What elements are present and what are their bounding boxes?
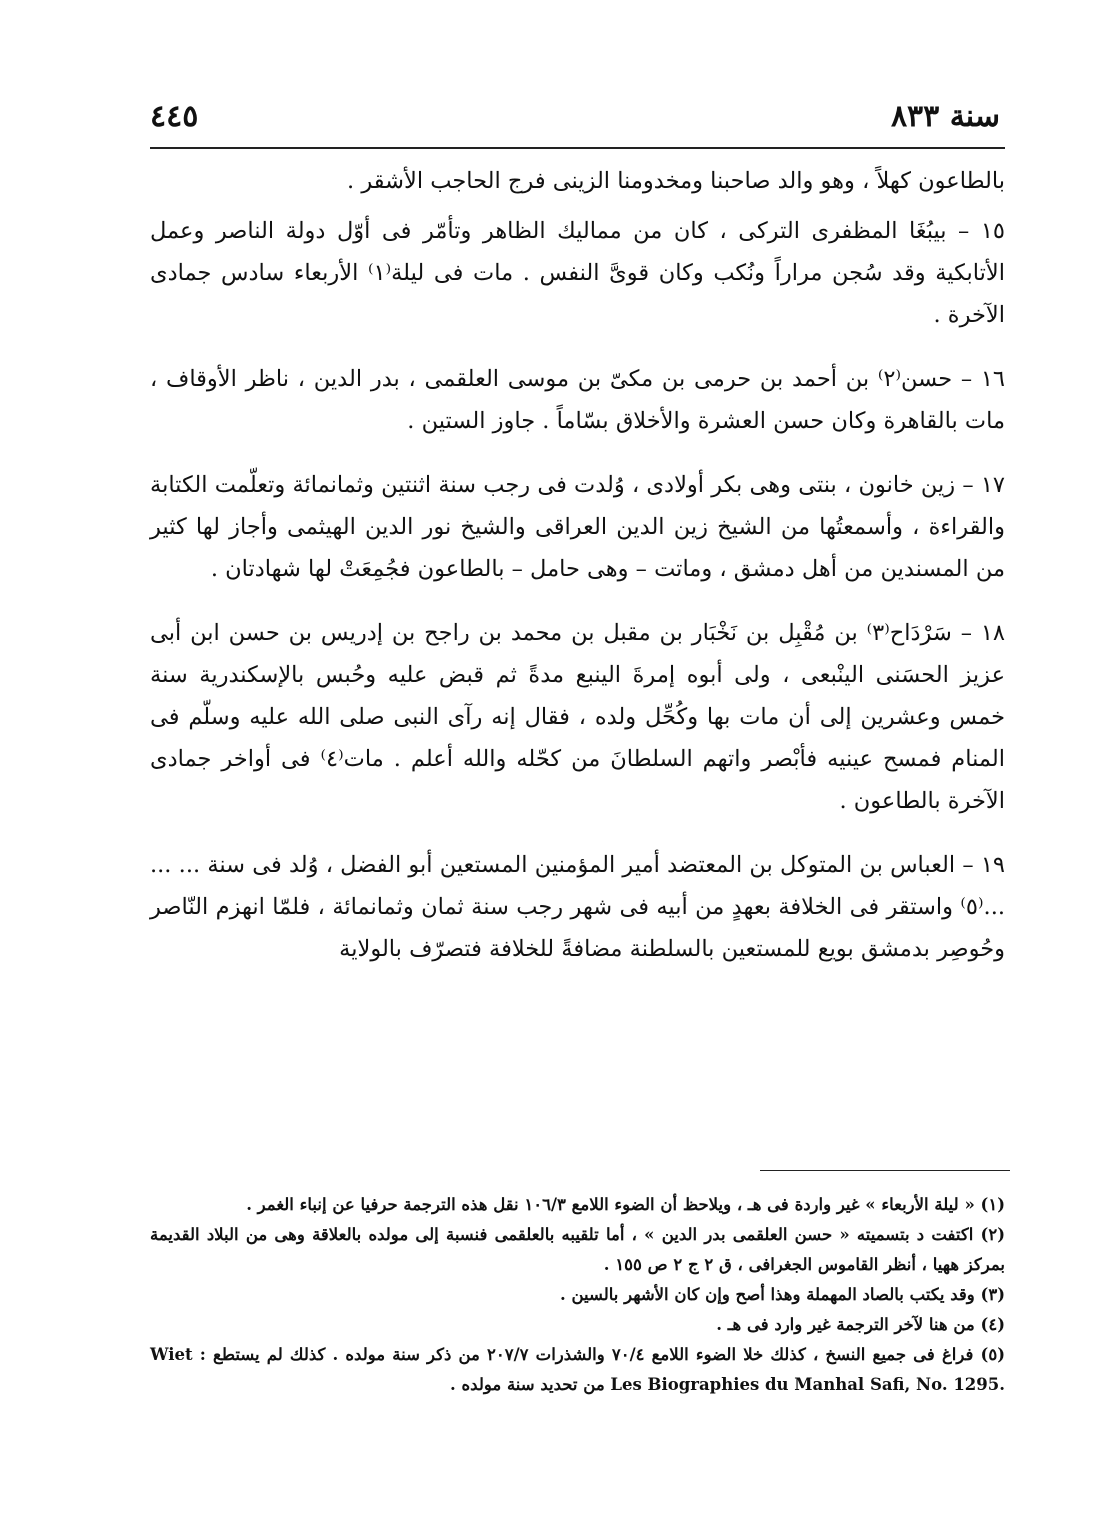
entry-16: ١٦ – حسن⁽٢⁾ بن أحمد بن حرمى بن مكىّ بن موسى العلقمى ، بدر الدين ، ناظر الأوقاف ، مات بالقاهرة وكان حسن العشرة والأخلاق بسّاماً . جاوز الستين .	[150, 366, 1005, 434]
entry-19: ١٩ – العباس بن المتوكل بن المعتضد أمير المؤمنين المستعين أبو الفضل ، وُلد فى سنة ... ... ...⁽٥⁾ واستقر فى الخلافة بعهدٍ من أبيه فى شهر رجب سنة ثمان وثمانمائة ، فلمّا انهزم النّاصر وحُوصِر بدمشق بويع للمستعين بالسلطنة مضافةً للخلافة فتصرّف بالولاية	[150, 852, 1005, 962]
entry-18: ١٨ – سَرْدَاح⁽٣⁾ بن مُقْبِل بن نَخْبَار بن مقبل بن محمد بن راجح بن إدريس بن حسن ابن أبى عزيز الحسَنى الينْبعى ، ولى أبوه إمرةَ الينبع مدةً ثم قبض عليه وحُبس بالإسكندرية سنة خمس وعشرين إلى أن مات بها وكُحِّل ولده ، فقال إنه رآى النبى صلى الله عليه وسلّم فى المنام فمسح عينيه فأبْصر واتهم السلطانَ من كحّله والله أعلم . مات⁽٤⁾ فى أواخر جمادى الآخرة بالطاعون .	[150, 620, 1005, 814]
footnote-5-text: (٥) فراغ فى جميع النسخ ، كذلك خلا الضوء اللامع ٧٠/٤ والشذرات ٢٠٧/٧ من ذكر سنة مولده . كذلك لم يستطع	[213, 1345, 1006, 1364]
footnote-5	[150, 1340, 1005, 1400]
footnote-rule	[760, 1170, 1010, 1171]
entry-15: ١٥ – بيبُغَا المظفرى التركى ، كان من مماليك الظاهر وتأمّر فى أوّل دولة الناصر وعمل الأتابكية وقد سُجن مراراً ونُكب وكان قوىَّ النفس . مات فى ليلة⁽١⁾ الأربعاء سادس جمادى الآخرة .	[150, 218, 1005, 328]
running-header	[150, 92, 1000, 142]
main-text	[150, 160, 1005, 970]
page-number: ٤٤٥	[150, 99, 199, 134]
footnote-1: (١) « ليلة الأربعاء » غير واردة فى هـ ، ويلاحظ أن الضوء اللامع ١٠٦/٣ نقل هذه الترجمة حرفيا عن إنباء الغمر .	[246, 1195, 1005, 1214]
footnotes	[150, 1190, 1005, 1400]
footnote-5-citation: Wiet : Les Biographies du Manhal Safi, No. 1295.	[150, 1345, 1005, 1394]
footnote-5-tail: من تحديد سنة مولده .	[450, 1375, 605, 1394]
footnote-2: (٢) اكتفت د بتسميته « حسن العلقمى بدر الدين » ، أما تلقيبه بالعلقمى فنسبة إلى مولده بالعلاقة وهى من البلاد القديمة بمركز ههيا ، أنظر القاموس الجغرافى ، ق ٢ ج ٢ ص ١٥٥ .	[150, 1225, 1005, 1274]
running-head-year: سنة ٨٣٣	[890, 99, 1000, 134]
paragraph-continuation: بالطاعون كهلاً ، وهو والد صاحبنا ومخدومنا الزينى فرج الحاجب الأشقر .	[347, 168, 1005, 194]
header-rule	[150, 147, 1005, 149]
footnote-4: (٤) من هنا لآخر الترجمة غير وارد فى هـ .	[716, 1315, 1005, 1334]
footnote-3: (٣) وقد يكتب بالصاد المهملة وهذا أصح وإن كان الأشهر بالسين .	[559, 1285, 1005, 1304]
entry-17: ١٧ – زين خانون ، بنتى وهى بكر أولادى ، وُلدت فى رجب سنة اثنتين وثمانمائة وتعلّمت الكتابة والقراءة ، وأسمعتُها من الشيخ زين الدين العراقى والشيخ نور الدين الهيثمى وأجاز لها كثير من المسندين من أهل دمشق ، وماتت – وهى حامل – بالطاعون فجُمِعَتْ لها شهادتان .	[150, 472, 1005, 582]
